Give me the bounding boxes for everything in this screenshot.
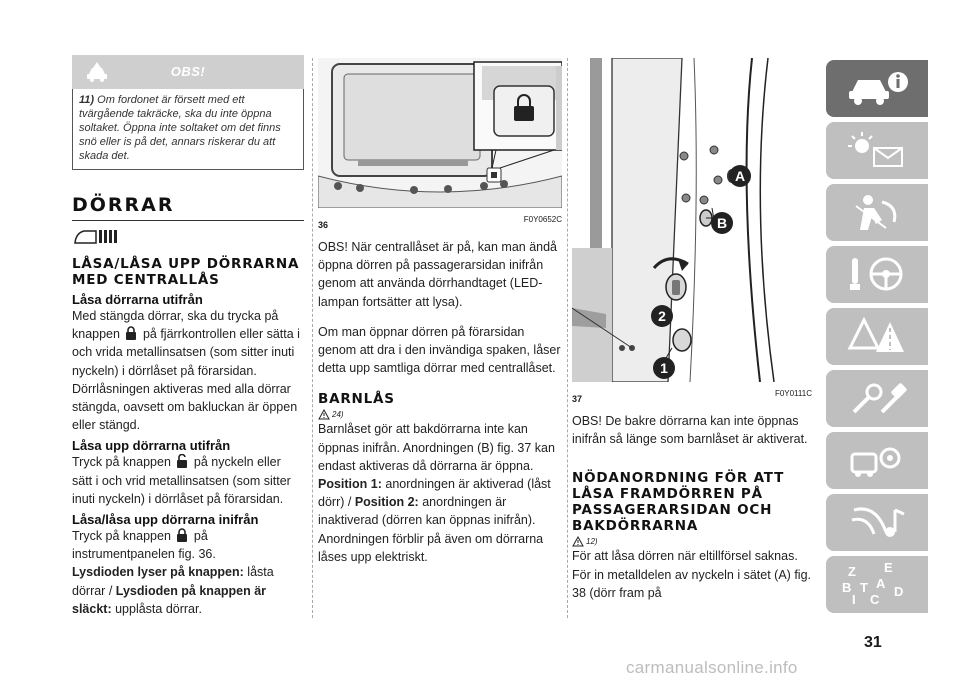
section-title: DÖRRAR [72,194,175,216]
emergency-lock-ref-number: 12) [586,537,598,547]
child-lock-illustration [572,58,812,382]
safety-airbag-icon [846,192,910,232]
column-right [572,58,812,602]
multimedia-icon [846,502,910,542]
tab-dashboard-lights[interactable] [826,122,928,179]
led-off-text: upplåsta dörrar. [115,601,202,616]
figure-36 [318,58,562,228]
index-letter: T [860,580,868,595]
emergency-lock-ref [572,536,812,547]
chapter-sidebar [826,60,928,618]
warning-triangle-icon [318,409,330,420]
figure-37 [572,58,812,402]
lock-outside-text-b: på fjärrkontrollen eller sätta i och vrida metallinsatsen (som sitter inuti nyckeln) i dörrlåset på förarsidan. Dörrlåsningen aktiveras med alla dörrar stängda, oavsett om bakluckan är öppen eller stängd. [72,327,300,433]
warning-header [72,55,304,89]
index-letter: B [842,580,852,595]
lock-inside-text-b: på instrumentpanelen fig. 36. [72,529,216,562]
child-lock-ref-number: 24) [332,410,344,420]
index-letter: Z [848,564,856,579]
unlock-outside-title: Låsa upp dörrarna utifrån [72,438,231,454]
child-lock-positions [318,475,562,566]
warning-title: OBS! [170,64,206,79]
car-info-icon [846,68,910,108]
position-1-label: Position 1: [318,477,382,492]
emergency-lock-text: För att låsa dörren när eltillförsel saknas. För in metalldelen av nyckeln i sätet (A) fig. 38 (dörr fram på [572,549,811,600]
lock-icon [176,528,188,542]
tab-safety[interactable] [826,184,928,241]
dashboard-lock-button-illustration [318,58,562,208]
column-divider [567,58,568,618]
central-locking-heading: LÅSA/LÅSA UPP DÖRRARNA MED CENTRALLÅS [72,256,300,288]
unlock-outside-text-b: på nyckeln eller sätt i och vrid metallinsatsen (som sitter inuti nyckeln) i dörrlåset på förarsidan. [72,455,291,506]
warning-body [72,89,304,170]
index-letter: D [894,584,904,599]
lock-outside-title: Låsa dörrarna utifrån [72,292,203,307]
tab-emergency[interactable] [826,308,928,365]
dashboard-lights-icon [846,130,910,170]
lock-outside-text [72,307,304,434]
label-b: B [716,215,728,231]
service-tools-icon [846,378,910,418]
column-divider [312,58,313,618]
watermark: carmanualsonline.info [626,658,798,677]
position-2-text: anordningen är inaktiverad (dörren kan öppnas inifrån). Anordningen förblir på även om dörrarna låses upp elektriskt. [318,495,544,564]
lock-inside-text [72,527,304,563]
figure-36-caption [318,215,562,228]
figure-37-code: F0Y0111C [774,389,812,398]
driver-door-note: Om man öppnar dörren på förarsidan genom att dra i den invändiga spaken, låser detta upp samtliga dörrar med centrallåset. [318,324,561,376]
column-left [72,55,304,618]
unlock-icon [176,454,188,468]
page-number: 31 [864,634,882,651]
rear-doors-note: OBS! De bakre dörrarna kan inte öppnas inifrån så länge som barnlåset är aktiverat. [572,414,808,447]
steering-wheel-icon [846,254,910,294]
unlock-outside-text [72,453,304,508]
road-warning-icon [846,316,910,356]
position-2-label: Position 2: [354,495,419,510]
lock-icon [125,326,137,340]
led-status-text [72,563,304,618]
column-middle [318,58,562,566]
child-lock-ref [318,409,562,420]
label-2: 2 [658,308,666,324]
led-off-label: Lysdioden på knappen är släckt: [72,583,267,616]
child-lock-heading: BARNLÅS [318,391,395,408]
index-letter: E [884,562,893,575]
warning-ref: 11) [79,94,95,106]
unlock-outside-text-a: Tryck på knappen [72,455,171,470]
lock-inside-text-a: Tryck på knappen [72,529,171,544]
led-on-label: Lysdioden lyser på knappen: [72,565,244,580]
warning-text: Om fordonet är försett med ett tvärgående takräcke, ska du inte öppna soltaket. Öppna inte soltaket om det finns snö eller is på det, annars riskerar du att skada det. [79,94,281,162]
index-letter: A [876,576,886,591]
central-lock-note: OBS! När centrallåset är på, kan man ändå öppna dörren på passagerarsidan inifrån genom att använda dörrhandtaget (LED-lampan fortsätter att lysa). [318,240,558,309]
tab-multimedia[interactable] [826,494,928,551]
lock-outside-text-a: Med stängda dörrar, ska du trycka på knappen [72,309,279,342]
tab-car-info[interactable] [826,60,928,117]
figure-37-caption [572,389,812,402]
led-on-text: låsta dörrar / [72,565,274,598]
figure-36-number: 36 [318,220,329,230]
door-icon [72,227,124,245]
figure-36-code: F0Y0652C [523,215,562,224]
tab-maintenance[interactable] [826,370,928,427]
child-lock-text: Barnlåset gör att bakdörrarna inte kan öppnas inifrån. Anordningen (B) fig. 37 kan endast aktiveras då dörrarna är öppna. [318,422,555,473]
tab-driving[interactable] [826,246,928,303]
index-letter: I [852,592,856,606]
section-rule [72,220,304,221]
tab-index[interactable] [826,556,928,613]
label-a: A [734,168,746,184]
emergency-lock-heading: NÖDANORDNING FÖR ATT LÅSA FRAMDÖRREN PÅ PASSAGERARSIDAN OCH BAKDÖRRARNA [572,470,785,535]
figure-37-number: 37 [572,394,583,404]
warning-triangle-icon [572,536,584,547]
alphabetical-index-icon [840,562,910,606]
technical-data-icon [846,440,910,480]
index-letter: C [870,592,880,606]
tab-technical-data[interactable] [826,432,928,489]
lock-inside-title: Låsa/låsa upp dörrarna inifrån [72,512,259,528]
label-1: 1 [660,360,668,376]
position-1-text: anordningen är aktiverad (låst dörr) / [318,477,551,510]
